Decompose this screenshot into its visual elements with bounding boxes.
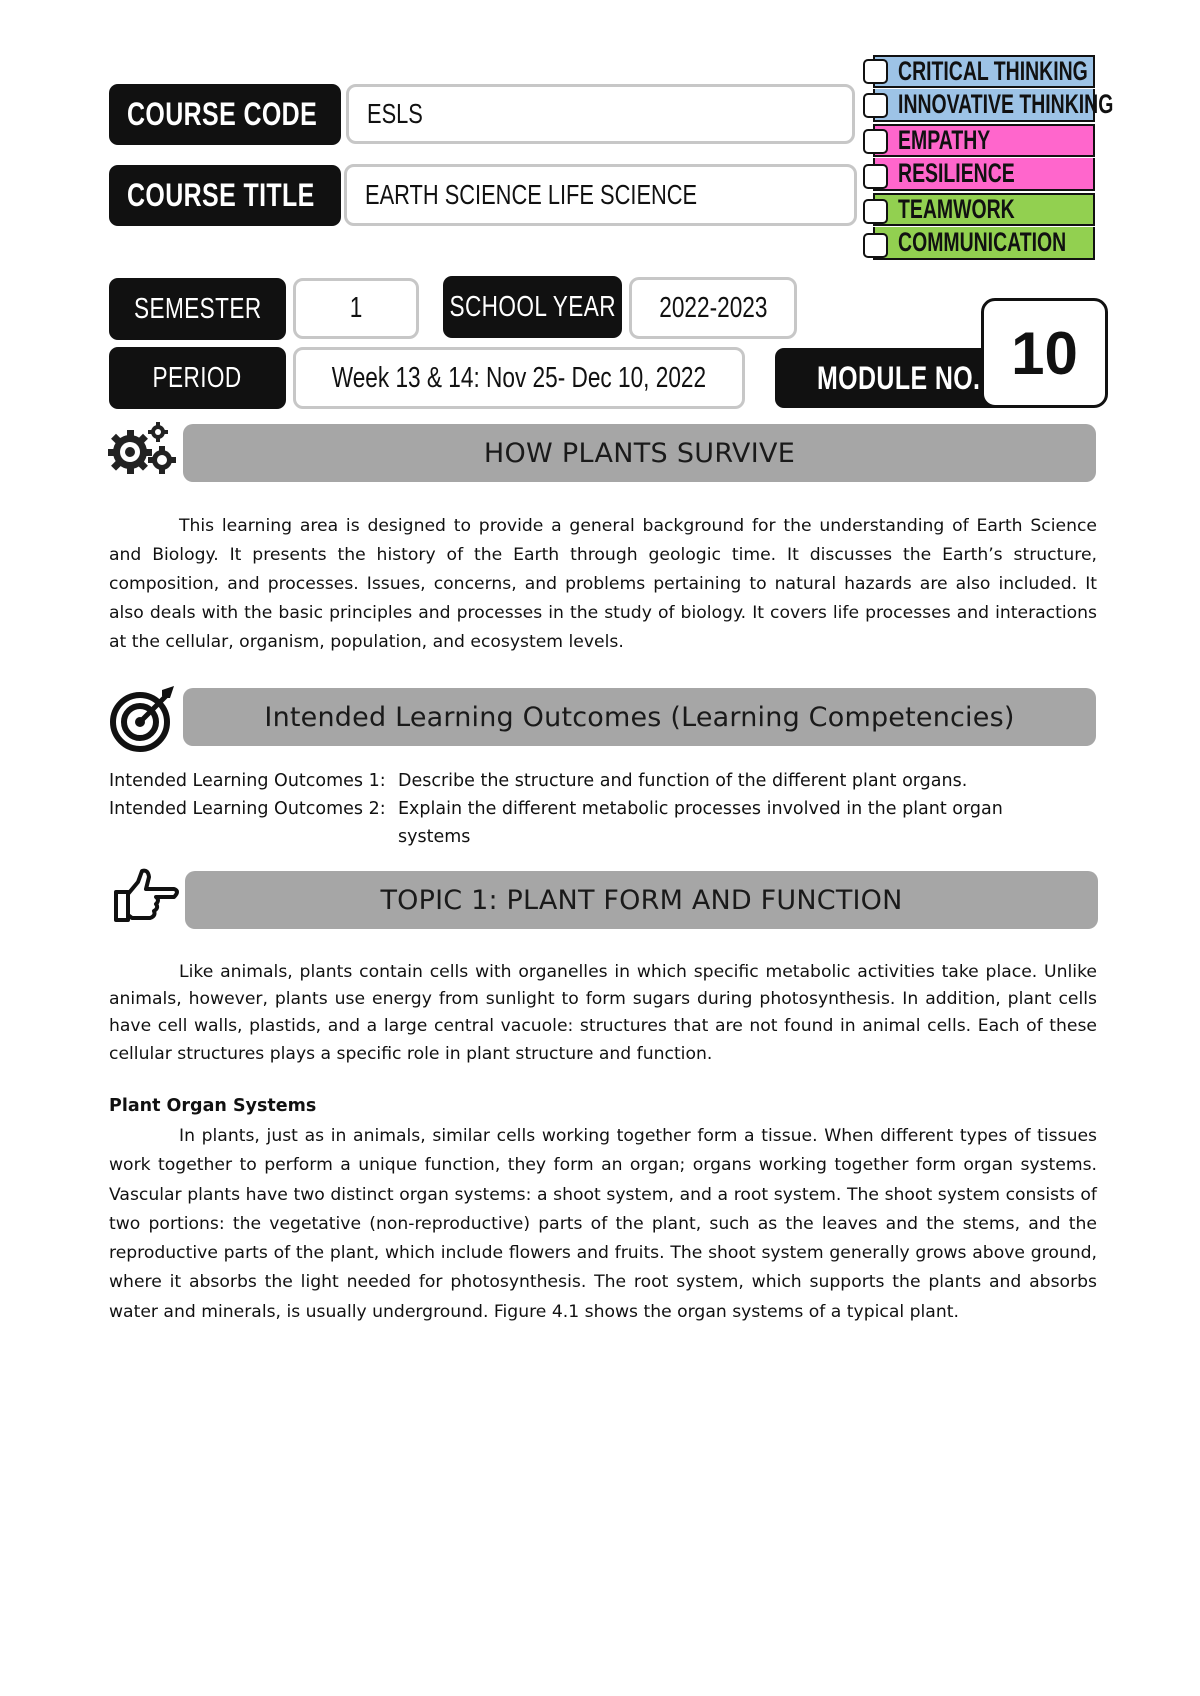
course-code-field: ESLS <box>346 84 855 144</box>
intro-paragraph: This learning area is designed to provide a general background for the understanding of Earth Science and Biology. It presents the history of the Earth through geologic time. It discusses the Earth’s structure, composition, and processes. Issues, concerns, and problems pertaining to natural hazards are also included. It also deals with the basic principles and processes in the study of biology. It covers life processes and interactions at the cellular, organism, population, and ecosystem levels. <box>109 516 1097 652</box>
competency-communication: COMMUNICATION <box>873 227 1095 260</box>
gears-icon <box>108 420 180 480</box>
subheading-plant-organ-systems: Plant Organ Systems <box>109 1096 317 1116</box>
competency-checkbox[interactable] <box>863 59 888 84</box>
learning-outcome <box>109 795 1099 851</box>
competency-empathy: EMPATHY <box>873 124 1095 157</box>
section-title: HOW PLANTS SURVIVE <box>483 437 796 469</box>
outcome-text: Describe the structure and function of the different plant organs. <box>398 771 968 791</box>
competency-critical-thinking: CRITICAL THINKING <box>873 55 1095 88</box>
competency-checkbox[interactable] <box>863 233 888 258</box>
target-icon <box>108 684 180 752</box>
competency-checkbox[interactable] <box>863 199 888 224</box>
semester-label: SEMESTER <box>109 278 286 340</box>
pointing-hand-icon <box>112 868 182 928</box>
period-label: PERIOD <box>109 347 286 409</box>
outcome-text: Explain the different metabolic processes involved in the plant organ systems <box>398 799 1003 847</box>
section-title: Intended Learning Outcomes (Learning Competencies) <box>264 701 1015 733</box>
module-number: 10 <box>981 298 1108 408</box>
competency-innovative-thinking: INNOVATIVE THINKING <box>873 89 1095 122</box>
learning-outcome <box>109 767 1099 795</box>
section-banner-topic-1 <box>185 871 1098 929</box>
plant-organ-systems-paragraph: In plants, just as in animals, similar cells working together form a tissue. When different types of tissues work together to perform a unique function, they form an organ; organs working together form organ systems. Vascular plants have two distinct organ systems: a shoot system, and a root system. The shoot system consists of two portions: the vegetative (non-reproductive) parts of the plant, such as the leaves and the stems, and the reproductive parts of the plant, which include flowers and fruits. The shoot system generally grows above ground, where it absorbs the light needed for photosynthesis. The root system, which supports the plants and absorbs water and minerals, is usually underground. Figure 4.1 shows the organ systems of a typical plant. <box>109 1126 1097 1322</box>
module-label: MODULE NO. <box>775 348 1005 408</box>
course-title-field: EARTH SCIENCE LIFE SCIENCE <box>344 164 857 226</box>
outcome-label: Intended Learning Outcomes 1: <box>109 771 386 791</box>
period-field: Week 13 & 14: Nov 25- Dec 10, 2022 <box>293 347 745 409</box>
competency-checkbox[interactable] <box>863 129 888 154</box>
school-year-label: SCHOOL YEAR <box>443 276 622 338</box>
section-banner-learning-outcomes <box>183 688 1096 746</box>
competency-checkbox[interactable] <box>863 164 888 189</box>
competency-checkbox[interactable] <box>863 93 888 118</box>
course-title-label: COURSE TITLE <box>109 165 341 226</box>
competency-teamwork: TEAMWORK <box>873 193 1095 226</box>
section-title: TOPIC 1: PLANT FORM AND FUNCTION <box>380 884 903 916</box>
section-banner-how-plants-survive <box>183 424 1096 482</box>
course-code-label: COURSE CODE <box>109 84 341 145</box>
outcome-label: Intended Learning Outcomes 2: <box>109 799 386 819</box>
semester-field: 1 <box>293 278 419 339</box>
competency-resilience: RESILIENCE <box>873 158 1095 191</box>
topic-intro-paragraph: Like animals, plants contain cells with organelles in which specific metabolic activities take place. Unlike animals, however, plants use energy from sunlight to form sugars during photosynthesis. In addition, plant cells have cell walls, plastids, and a large central vacuole: structures that are not found in animal cells. Each of these cellular structures plays a specific role in plant structure and function. <box>109 962 1097 1064</box>
school-year-field: 2022-2023 <box>629 277 797 339</box>
